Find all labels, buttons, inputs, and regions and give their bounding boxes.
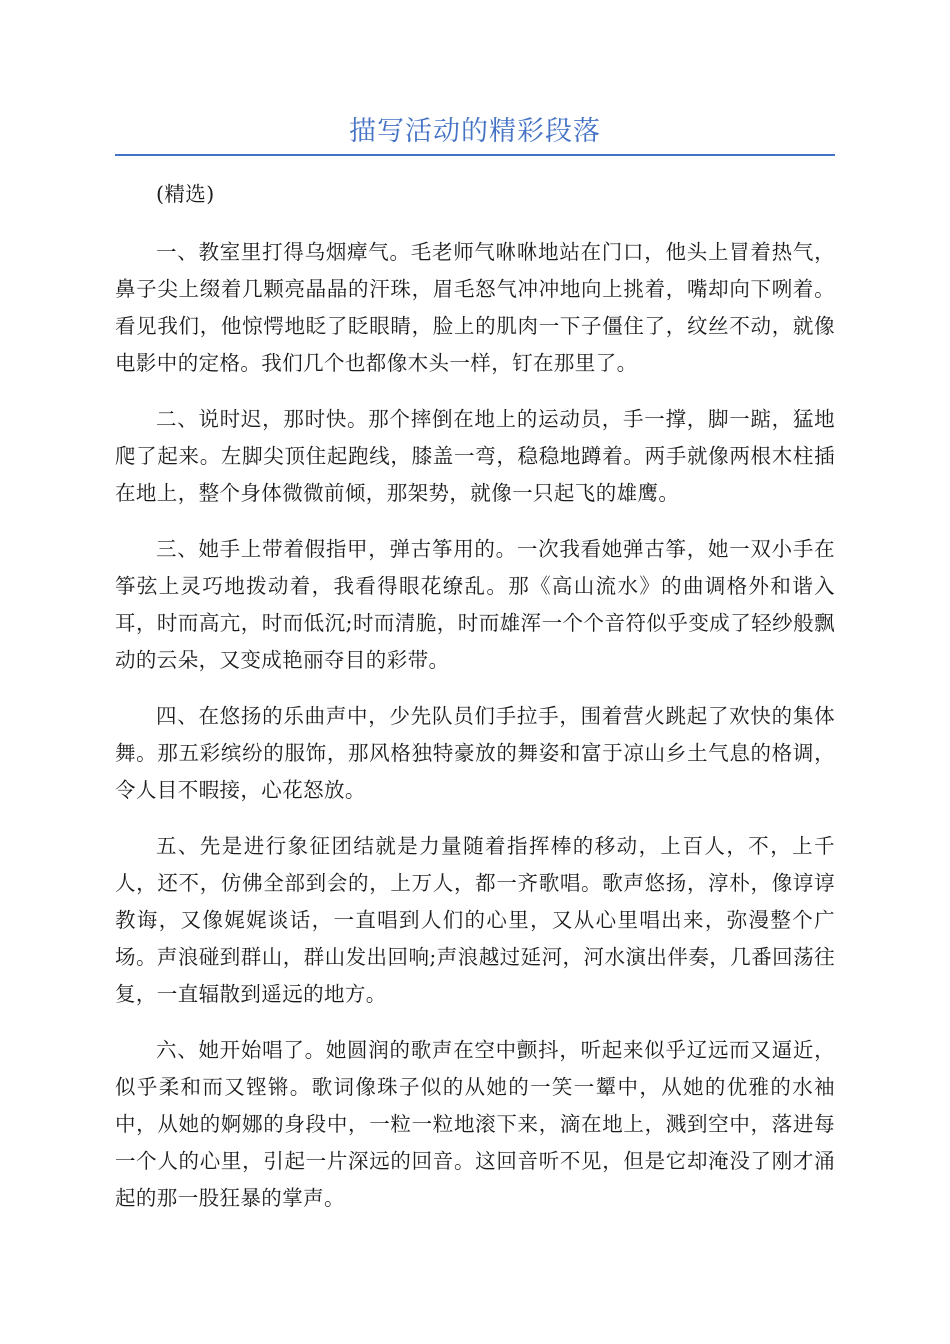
paragraph-1: 一、教室里打得乌烟瘴气。毛老师气咻咻地站在门口，他头上冒着热气，鼻子尖上缀着几颗亮晶晶的汗珠，眉毛怒气冲冲地向上挑着，嘴却向下咧着。看见我们，他惊愕地眨了眨眼睛，脸上的肌肉一下子僵住了，纹丝不动，就像电影中的定格。我们几个也都像木头一样，钉在那里了。 xyxy=(115,240,835,375)
title-divider xyxy=(115,154,835,156)
paragraph-4: 四、在悠扬的乐曲声中，少先队员们手拉手，围着营火跳起了欢快的集体舞。那五彩缤纷的服饰，那风格独特豪放的舞姿和富于凉山乡土气息的格调，令人目不暇接，心花怒放。 xyxy=(115,704,835,802)
paragraph-3: 三、她手上带着假指甲，弹古筝用的。一次我看她弹古筝，她一双小手在筝弦上灵巧地拨动着，我看得眼花缭乱。那《高山流水》的曲调格外和谐入耳，时而高亢，时而低沉;时而清脆，时而雄浑一个个音符似乎变成了轻纱般飘动的云朵，又变成艳丽夺目的彩带。 xyxy=(115,537,835,672)
paragraph-2: 二、说时迟，那时快。那个摔倒在地上的运动员，手一撑，脚一踮，猛地爬了起来。左脚尖顶住起跑线，膝盖一弯，稳稳地蹲着。两手就像两根木柱插在地上，整个身体微微前倾，那架势，就像一只起飞的雄鹰。 xyxy=(115,407,835,505)
document-title: 描写活动的精彩段落 xyxy=(349,116,601,147)
paragraph-6: 六、她开始唱了。她圆润的歌声在空中颤抖，听起来似乎辽远而又逼近，似乎柔和而又铿锵。歌词像珠子似的从她的一笑一颦中，从她的优雅的水袖中，从她的婀娜的身段中，一粒一粒地滚下来，滴在地上，溅到空中，落进每一个人的心里，引起一片深远的回音。这回音听不见，但是它却淹没了刚才涌起的那一股狂暴的掌声。 xyxy=(115,1038,835,1210)
selection-note: (精选) xyxy=(156,182,215,206)
document-body xyxy=(115,176,835,1236)
paragraph-5: 五、先是进行象征团结就是力量随着指挥棒的移动，上百人，不，上千人，还不，仿佛全部到会的，上万人，都一齐歌唱。歌声悠扬，淳朴，像谆谆教诲，又像娓娓谈话，一直唱到人们的心里，又从心里唱出来，弥漫整个广场。声浪碰到群山，群山发出回响;声浪越过延河，河水演出伴奏，几番回荡往复，一直辐散到遥远的地方。 xyxy=(115,834,835,1006)
